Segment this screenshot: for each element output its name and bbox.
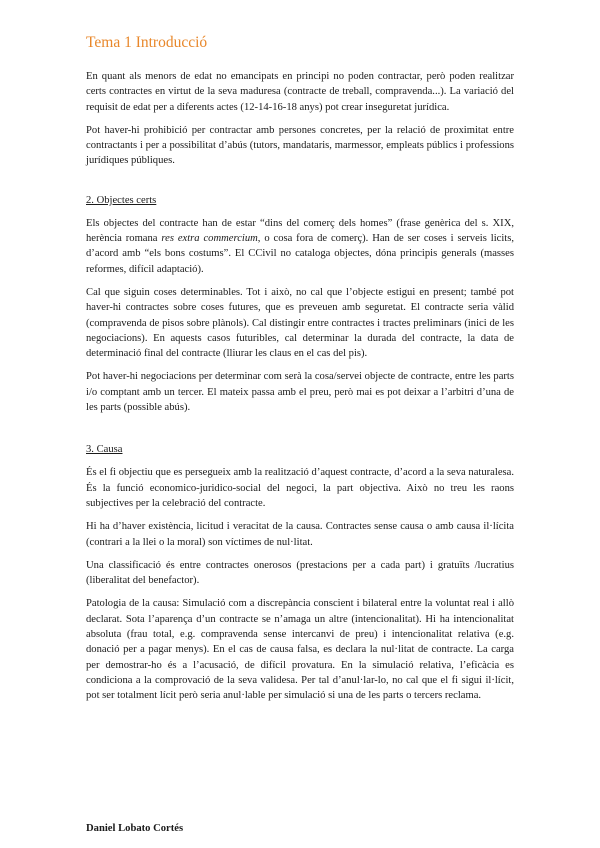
document-page (86, 34, 514, 712)
causa-paragraph-4: Patologia de la causa: Simulació com a discrepància conscient i bilateral entre la voluntat real i allò declarat. Sota l’aparença d’un contracte se n’amaga un altre (intencionalitat). Hi ha intencionalitat absoluta (frau total, e.g. compravenda sense intercanvi de preu) i intencionalitat relativa (e.g. donació per a pagar menys). En el cas de causa falsa, es declara la nul·litat de contracte. La carga per demostrar-ho és a l’acusació, de difícil provatura. En la simulació relativa, l’eficàcia es condiciona a la comprovació de la seva validesa. Per tal d’anul·lar-lo, no cal que el fi sigui il·lícit, pot ser totalment lícit però seria anul·lable per simulació si una de les parts o tercers reclama. (86, 598, 514, 702)
causa-paragraph-1: És el fi objectiu que es persegueix amb la realització d’aquest contracte, d’acord a la seva naturalesa. És la funció economico-juridico-social del negoci, la part objectiva. Això no treu les raons subjectives per la celebració del contracte. (86, 467, 514, 509)
footer-author: Daniel Lobato Cortés (86, 823, 184, 834)
page-title: Tema 1 Introducció (86, 34, 208, 51)
causa-paragraph-3: Una classificació és entre contractes onerosos (prestacions per a cada part) i gratuïts /lucratius (liberalitat del benefactor). (86, 559, 514, 587)
section-heading-causa: 3. Causa (86, 444, 123, 456)
intro-paragraph-1: En quant als menors de edat no emancipats en principi no poden contractar, però poden realitzar certs contractes en virtut de la seva maduresa (contracte de treball, compravenda...). La variació del requisit de edat per a diferents actes (12-14-16-18 anys) pot crear inseguretat jurídica. (86, 71, 514, 113)
causa-paragraph-2: Hi ha d’haver existència, licitud i veracitat de la causa. Contractes sense causa o amb causa il·lícita (contrari a la llei o la moral) son víctimes de nul·litat. (86, 521, 514, 548)
objectes-p1-text-b: , o cosa fora de comerç). Han de ser coses i serveis licits, d’acord amb “els bons costums”. El CCivil no cataloga objectes, dóna principis generals (masses reformes, difícil adaptació). (86, 233, 514, 275)
objectes-paragraph-1 (86, 216, 514, 277)
objectes-paragraph-3: Pot haver-hi negociacions per determinar com serà la cosa/servei objecte de contracte, entre les parts i/o comptant amb un tercer. El mateix passa amb el preu, però mai es pot deixar a l’arbitri d’una de les parts (possible abús). (86, 371, 514, 414)
objectes-p1-text-a: Els objectes del contracte han de estar “dins del comerç dels homes” (frase genèrica del s. XIX, herència romana (86, 217, 514, 245)
objectes-p1-latin-term: res extra commercium (161, 233, 258, 245)
intro-paragraph-2: Pot haver-hi prohibició per contractar amb persones concretes, per la relació de proximitat entre contractants i per a possibilitat d’abús (tutors, mandataris, marmessor, empleats públics i professions jurídiques públiques. (86, 124, 514, 167)
section-heading-objectes: 2. Objectes certs (86, 194, 157, 206)
objectes-paragraph-2: Cal que siguin coses determinables. Tot i això, no cal que l’objecte estigui en present; també pot haver-hi contractes sobre coses futures, que es preveuen amb seguretat. El contracte seria vàlid (compravenda de pisos sobre plànols). Cal distingir entre contractes i tractes preliminars (inici de les negociacions). En aquests casos futuribles, cal determinar la durada del contracte, la data de determinació final del contracte (lliurar les claus en el cas del pis). (86, 286, 514, 360)
